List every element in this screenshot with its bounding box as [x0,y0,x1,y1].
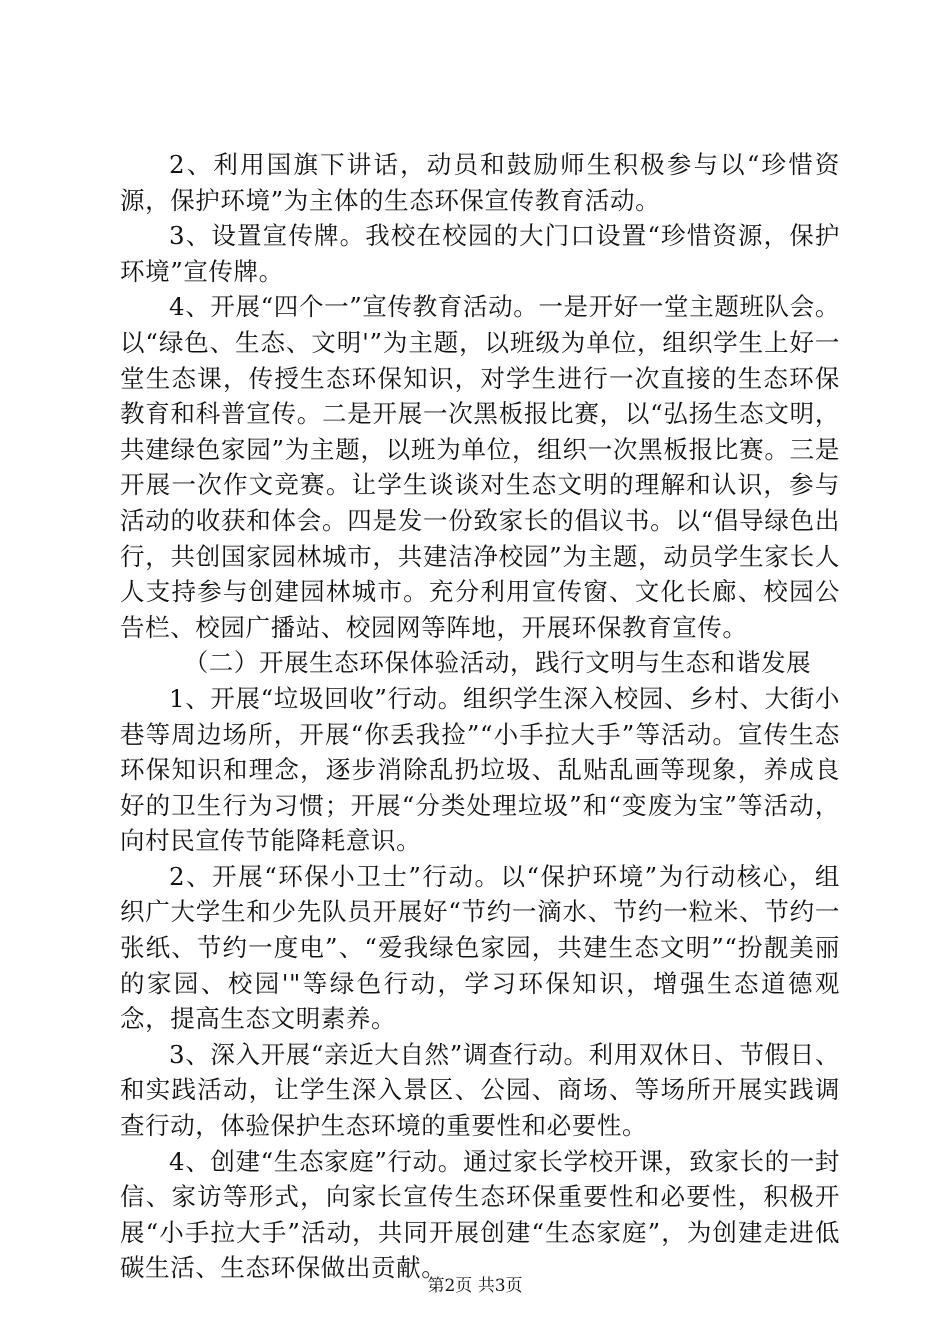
document-body [120,147,840,1286]
paragraph-item-2: 2、利用国旗下讲话，动员和鼓励师生积极参与以“珍惜资源，保护环境”为主体的生态环保宣传教育活动。 [120,150,840,215]
page-number-footer: 第2页 共3页 [427,1276,523,1296]
paragraph-activity-1: 1、开展“垃圾回收”行动。组织学生深入校园、乡村、大街小巷等周边场所，开展“你丢我捡”“小手拉大手”等活动。宣传生态环保知识和理念，逐步消除乱扔垃圾、乱贴乱画等现象，养成良好的卫生行为习惯；开展“分类处理垃圾”和“变废为宝”等活动，向村民宣传节能降耗意识。 [120,683,840,856]
paragraph-item-4: 4、开展“四个一”宣传教育活动。一是开好一堂主题班队会。以“绿色、生态、文明'”为主题，以班级为单位，组织学生上好一堂生态课，传授生态环保知识，对学生进行一次直接的生态环保教育和科普宣传。二是开展一次黑板报比赛，以“弘扬生态文明，共建绿色家园”为主题，以班为单位，组织一次黑板报比赛。三是开展一次作文竞赛。让学生谈谈对生态文明的理解和认识，参与活动的收获和体会。四是发一份致家长的倡议书。以“倡导绿色出行，共创国家园林城市，共建洁净校园”为主题，动员学生家长人人支持参与创建园林城市。充分利用宣传窗、文化长廊、校园公告栏、校园广播站、校园网等阵地，开展环保教育宣传。 [120,292,841,642]
paragraph-activity-4: 4、创建“生态家庭”行动。通过家长学校开课，致家长的一封信、家访等形式，向家长宣传生态环保重要性和必要性，积极开展“小手拉大手”活动，共同开展创建“生态家庭”，为创建走进低碳生活、生态环保做出贡献。 [120,1146,840,1283]
paragraph-activity-3: 3、深入开展“亲近大自然”调查行动。利用双休日、节假日、和实践活动，让学生深入景区、公园、商场、等场所开展实践调查行动，体验保护生态环境的重要性和必要性。 [120,1039,840,1141]
paragraph-item-3: 3、设置宣传牌。我校在校园的大门口设置“珍惜资源，保护环境”宣传牌。 [120,221,840,286]
paragraph-activity-2: 2、开展“环保小卫士”行动。以“保护环境”为行动核心，组织广大学生和少先队员开展好“节约一滴水、节约一粒米、节约一张纸、节约一度电”、“爱我绿色家园，共建生态文明”“扮靓美丽的家园、校园'"等绿色行动，学习环保知识，增强生态道德观念，提高生态文明素养。 [120,861,840,1034]
section-heading: （二）开展生态环保体验活动，践行文明与生态和谐发展 [183,648,812,678]
